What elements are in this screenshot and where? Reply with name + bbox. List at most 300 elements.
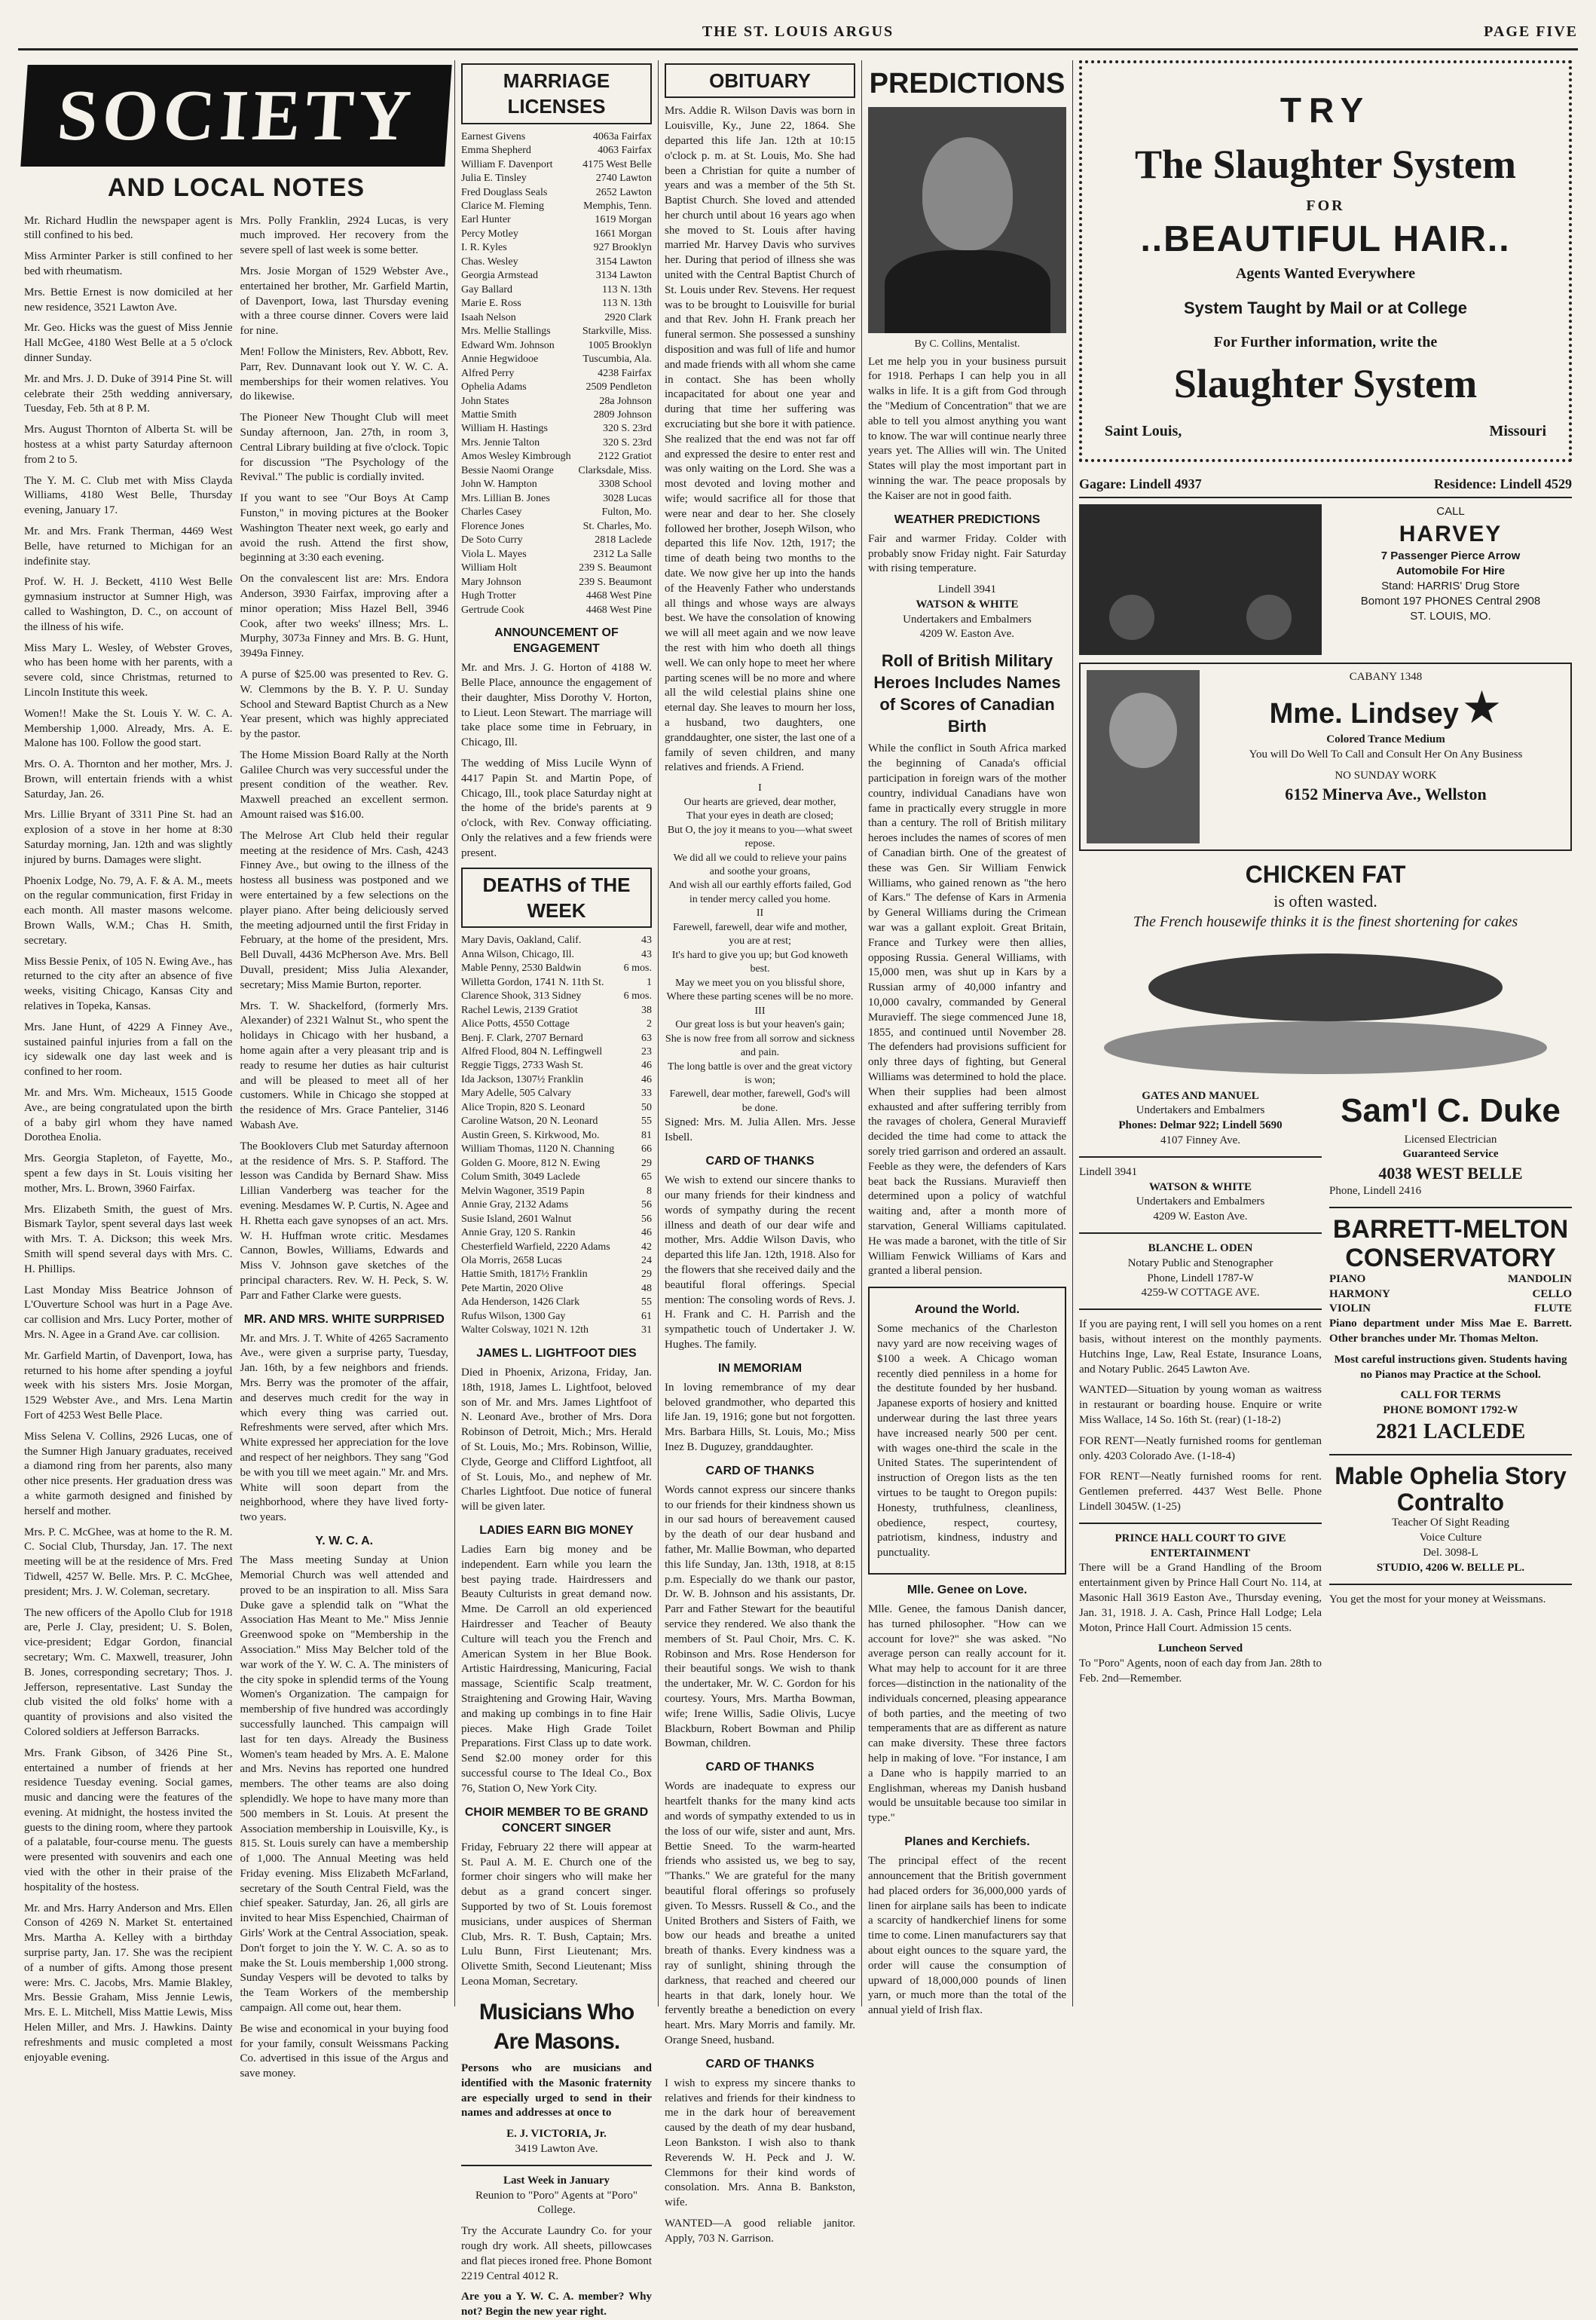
marriage-list (461, 130, 652, 617)
masons-addr: 3419 Lawton Ave. (515, 2142, 598, 2155)
gates-watson-phone: Lindell 3941 (1079, 1165, 1138, 1178)
death-row-value: 46 (641, 1073, 652, 1085)
marriage-row (461, 395, 652, 409)
society-paragraph: Mr. Geo. Hicks was the guest of Miss Jennie Hall McGee, 4180 West Belle at a 5 o'clock dinner Sunday. (24, 322, 233, 364)
death-row-value: 50 (641, 1101, 652, 1113)
society-paragraph: Last Monday Miss Beatrice Johnson of L'Ouverture School was hurt in a Page Ave. car collision and Mrs. Lucy Porter, mother of Mrs. N. Agee in a Grand Ave. car collision. (24, 1284, 233, 1341)
poem-line: II (756, 907, 764, 920)
marriage-row-name: Isaah Nelson (461, 311, 516, 323)
death-row (461, 948, 652, 962)
society-left-column (24, 214, 233, 2088)
lindsey-title: Colored Trance Medium (1326, 733, 1445, 745)
star-icon: ★ (1461, 682, 1503, 733)
society-paragraph: The Home Mission Board Rally at the North Galilee Church was very successful under the present condition of the weather. Rev. Maxwell preached an excellent sermon. Amount raised was $16.00. (240, 748, 448, 822)
death-row-value: 46 (641, 1060, 652, 1072)
death-row-value: 24 (641, 1255, 652, 1267)
barrett-instruments (1329, 1272, 1572, 1317)
barrett-name: BARRETT-MELTON (1332, 1215, 1569, 1244)
marriage-row (461, 339, 652, 353)
marriage-row-value: 2740 Lawton (595, 173, 652, 185)
classified-ad: FOR RENT—Neatly furnished rooms for gentleman only. 4203 Colorado Ave. (1-18-4) (1079, 1434, 1322, 1462)
planes-heading: Planes and Kerchiefs. (904, 1835, 1030, 1849)
society-paragraph: Mr. and Mrs. Wm. Micheaux, 1515 Goode Ave., are being congratulated upon the birth of a baby girl whom they have named Dorothea Enolia. (24, 1087, 233, 1144)
divider (461, 2165, 652, 2166)
marriage-row (461, 256, 652, 269)
marriage-row-name: Clarice M. Fleming (461, 200, 545, 212)
death-row-value: 55 (641, 1116, 652, 1128)
marriage-row-name: John States (461, 395, 509, 407)
death-row-name: Susie Island, 2601 Walnut (461, 1213, 572, 1225)
death-row-value: 1 (647, 976, 652, 988)
death-row (461, 1268, 652, 1281)
society-paragraph: Miss Arminter Parker is still confined to her bed with rheumatism. (24, 250, 233, 277)
marriage-row-value: 320 S. 23rd (603, 436, 652, 448)
death-row (461, 1045, 652, 1059)
society-paragraph: Mrs. Polly Franklin, 2924 Lucas, is very much improved. Her recovery from the severe spell of last week is some better. (240, 214, 448, 257)
masons-name: E. J. VICTORIA, Jr. (506, 2128, 607, 2141)
death-row-name: Rufus Wilson, 1300 Gay (461, 1310, 566, 1322)
gates-addr: 4107 Finney Ave. (1160, 1134, 1240, 1146)
ywca-text: The Mass meeting Sunday at Union Memorial Church was well attended and proved to be an inspiration to all. Miss Sara Duke gave a splendid talk on "What the Association Has Meant to Me." Miss Jennie Greenwood spoke on "Membership in the Association." Miss May Belcher told of the war work of the Y. W. C. A. The ministers of the city spoke in splendid terms of the Young Women's Organization. The campaign for membership of five hundred was accordingly successfully launched. This campaign will last for ten days. Already the Business Women's team headed by Mrs. A. E. Malone and Mrs. Nevins has reported one hundred members. The other teams are also doing splendidly. We hope to have many more than 500 members in St. Louis. At present the Association membership in Louisville, Ky., is 815. St. Louis surely can have a membership of 1,000. The Annual Meeting was held Friday evening. Miss Elizabeth McFarland, secretary of the South Central Field, was the chief speaker. Saturday, Jan. 26, all girls are invited to hear Miss Espenchied, Chairman of Girls' Work at the Central Association, speak. Don't forget to join the Y. W. C. A. so as to make the St. Louis membership 1,000 strong. Sunday Vespers will be devoted to talks by the Team Workers of the membership campaign. All come out, hear them. (240, 1554, 448, 2015)
society-column (18, 60, 455, 2080)
instrument-label: FLUTE (1533, 1302, 1572, 1315)
car-wheel-icon (1109, 595, 1154, 640)
marriage-row-name: Amos Wesley Kimbrough (461, 451, 571, 463)
marriage-heading: MARRIAGE LICENSES (461, 63, 652, 124)
thanks-heading-3: CARD OF THANKS (705, 1761, 815, 1774)
marriage-row (461, 520, 652, 534)
marriage-row-name: Mattie Smith (461, 409, 517, 421)
world-box (868, 1287, 1066, 1575)
slaughter-info: For Further information, write the (1213, 334, 1438, 351)
lindsey-desc: You will Do Well To Call and Consult Her On Any Business (1249, 748, 1523, 761)
economical-note: Be wise and economical in your buying food for your family, consult Weissmans Packing Co. advertised in this issue of the Argus and save money. (240, 2022, 448, 2080)
slaughter-try: TRY (1280, 90, 1371, 130)
society-paragraph: Mr. Garfield Martin, of Davenport, Iowa, has returned to his home after spending a joyful week with his sisters Mrs. Josie Morgan, 1529 Webster Ave., and Mrs. Lena Martin Fort of 4253 West Belle Place. (24, 1349, 233, 1422)
death-row-value: 56 (641, 1213, 652, 1225)
death-row (461, 1157, 652, 1171)
predictions-byline: By C. Collins, Mentalist. (914, 338, 1020, 350)
death-row (461, 1018, 652, 1031)
death-row-name: Golden G. Moore, 812 N. Ewing (461, 1157, 601, 1169)
marriage-row-value: 2652 Lawton (595, 186, 652, 198)
deaths-heading: DEATHS of THE WEEK (461, 868, 652, 929)
marriage-row-name: Fred Douglass Seals (461, 186, 548, 198)
barrett-phone: PHONE BOMONT 1792-W (1383, 1404, 1518, 1417)
death-row-name: Alice Tropin, 820 S. Leonard (461, 1101, 586, 1113)
bottom-left-ads (1079, 1089, 1322, 1693)
marriage-row (461, 604, 652, 617)
marriage-row-name: William F. Davenport (461, 158, 553, 170)
death-row-name: Ola Morris, 2658 Lucas (461, 1255, 562, 1267)
death-row-name: Pete Martin, 2020 Olive (461, 1282, 564, 1294)
harvey-row (1079, 504, 1572, 655)
car-photo (1079, 504, 1322, 655)
lightfoot-heading: JAMES L. LIGHTFOOT DIES (476, 1346, 637, 1360)
ladies-heading: LADIES EARN BIG MONEY (479, 1523, 634, 1537)
society-paragraph: Mrs. Georgia Stapleton, of Fayette, Mo., spent a few days in St. Louis visiting her mother, Mrs. L. Brown, 3960 Fairfax. (24, 1152, 233, 1195)
death-row-value: 29 (641, 1269, 652, 1281)
death-row (461, 1241, 652, 1254)
marriage-row (461, 283, 652, 297)
janitor-wanted: WANTED—A good reliable janitor. Apply, 703 N. Garrison. (665, 2217, 855, 2245)
marriage-row-name: Charles Casey (461, 507, 522, 519)
death-row (461, 962, 652, 975)
slaughter-agents: Agents Wanted Everywhere (1235, 265, 1416, 282)
oden-name: BLANCHE L. ODEN (1148, 1241, 1253, 1254)
poem-line: It's hard to give you up; but God knoweth best. (671, 949, 848, 975)
slaughter-name-2: Slaughter System (1173, 360, 1478, 406)
masthead-title: THE ST. LOUIS ARGUS (702, 23, 894, 40)
marriage-row-value: 3154 Lawton (595, 256, 652, 268)
instrument-label: PIANO (1329, 1272, 1366, 1285)
slaughter-location (1105, 421, 1546, 441)
poem-line: The long battle is over and the great victory is won; (668, 1061, 852, 1087)
mable-ad (1329, 1463, 1572, 1576)
marriage-row-value: 2122 Gratiot (598, 451, 652, 463)
marriage-row-name: Hugh Trotter (461, 590, 516, 602)
weather-heading: WEATHER PREDICTIONS (894, 513, 1041, 526)
instrument-label: HARMONY (1329, 1287, 1390, 1300)
poem-line: She is now free from all sorrow and sickness and pain. (665, 1033, 855, 1059)
death-row-name: Alice Potts, 4550 Cottage (461, 1018, 570, 1030)
memoriam-text: In loving remembrance of my dear beloved grandmother, who departed this life Jan. 19, 1916; gone but not forgotten. Mrs. Barbara Hills, St. Louis, Mo.; Miss Inez B. Duguzey, granddaughter. (665, 1381, 855, 1453)
duke-service: Guaranteed Service (1402, 1148, 1499, 1161)
instrument-label: MANDOLIN (1508, 1272, 1572, 1285)
marriage-row (461, 172, 652, 185)
lindsey-name-row (1207, 682, 1564, 733)
society-paragraph: The Y. M. C. Club met with Miss Clayda Williams, 4180 West Belle, Thursday evening, January 17. (24, 474, 233, 517)
death-row-name: Mary Davis, Oakland, Calif. (461, 935, 582, 947)
mable-studio: STUDIO, 4206 W. BELLE PL. (1376, 1561, 1525, 1574)
barrett-dept: Piano department under Miss Mae E. Barrett. Other branches under Mr. Thomas Melton. (1329, 1318, 1572, 1345)
marriage-row (461, 436, 652, 450)
barrett-ad (1329, 1216, 1572, 1446)
society-paragraph: The Booklovers Club met Saturday afternoon at the residence of Mrs. S. P. Stafford. The lesson was Candida by Bernard Shaw. Miss Lillian Vanderberg was teacher for the evening. Mesdames W. P. Curtis, N. Agee and H. Rhetta each gave synopses of an act. Mrs. W. H. Huffman wrote critic. Mesdames Cannon, Bowles, Williams, Edwards and Miss V. Johnson gave sketches of the principal characters. Rev. W. H. Peck, S. W. Parr and Father Clarke were guests. (240, 1140, 448, 1302)
harvey-phone-line: Bomont 197 PHONES Central 2908 (1360, 594, 1541, 608)
thanks-heading-4: CARD OF THANKS (705, 2057, 815, 2071)
marriage-row-value: Fulton, Mo. (601, 507, 652, 519)
barrett-call: CALL FOR TERMS (1400, 1389, 1501, 1402)
mable-title: Contralto (1396, 1489, 1505, 1517)
white-surprised-heading: MR. AND MRS. WHITE SURPRISED (243, 1312, 445, 1326)
roll-heading: Roll of British Military Heroes Includes Names of Scores of Canadian Birth (873, 651, 1061, 736)
society-paragraph: Mr. and Mrs. J. D. Duke of 3914 Pine St. will celebrate their 25th wedding anniversary, Tuesday, Feb. 5th at 8 P. M. (24, 372, 233, 415)
obituary-text: Mrs. Addie R. Wilson Davis was born in Louisville, Ky., June 22, 1864. She departed this life Jan. 12th at 10:15 o'clock p. m. at St. Louis, Mo. She had been a Christian for quite a number of years and was a member of the 5th St. Baptist Church. She loved and attended her church until about 16 years ago when she moved to St. Louis after having married Mr. Harvey Davis who survives her. During that period of illness she was united with the Central Baptist Church of St. Louis under Rev. Stevens. Her request was to be brought to Louisville for burial and that Rev. John H. Frank preach her funeral sermon. She possessed a sunshiny disposition and was full of life and humor and made friends with all whom she came in contact. She has been wholly incapacitated for about one year and during that time her suffering was excruciating but she bore it with patience. She realized that the end was not far off and expressed the desire to enter rest and was only waiting on the Lord. She was a most devoted and loving mother and wife; would sacrifice all for those that were near and dear to her. She closely followed her brother, Joseph Wilson, who departed this life Nov. 12th, 1917; the time of death being two months to the date. We now give her up into the hands of the Heavenly Father who understands all things and whose ways are always best. We have the consolation of knowing we will all meet again and we now leave the rest with him who doeth all things well. We can only hope to meet her where parting scenes will be no more and where all the wild celestial plains shine one eternal day. She leaves to mourn her loss, a husband, two daughters, one granddaughter, one sister, the last one of a family of seven children, and many relatives and friends. A Friend. (665, 105, 855, 774)
society-paragraph: On the convalescent list are: Mrs. Endora Anderson, 3930 Fairfax, improving after a minor operation; Miss Hazel Bell, 3946 Cook, after two weeks' illness; Mrs. L. Murphy, 3073a Finney and Mrs. B. G. Hunt, 3949a Finney. (240, 573, 448, 660)
death-row (461, 1324, 652, 1337)
poro-text: Reunion to "Poro" Agents at "Poro" College. (475, 2189, 637, 2217)
death-row (461, 1185, 652, 1198)
obituary-poem (665, 782, 855, 1116)
marriage-row-value: St. Charles, Mo. (582, 520, 652, 532)
world-text: Some mechanics of the Charleston navy yard are now receiving wages of $100 a week. A Chicago woman recently died penniless in a home for the destitute founded by her husband. Japanese exports of hosiery and knitted underwear during the last three years have increased nearly 500 per cent. with wages one-third the scale in the United States. The superintendent of instruction of Oregon lists as the ten virtues to be taught to Oregon pupils: Honesty, truthfulness, cleanliness, obedience, respect, courtesy, patriotism, kindness, industry and punctuality. (877, 1323, 1057, 1559)
marriage-row-name: Julia E. Tinsley (461, 173, 527, 185)
marriage-row-value: 113 N. 13th (602, 298, 652, 310)
death-row-name: Melvin Wagoner, 3519 Papin (461, 1185, 585, 1197)
slaughter-for: FOR (1306, 197, 1345, 214)
society-paragraph: If you want to see "Our Boys At Camp Funston," in moving pictures at the Booker Washington Theater next week, go early and avoid the rush. Attend the first show, beginning at 3:30 each evening. (240, 492, 448, 565)
society-right-column (240, 214, 449, 2088)
society-banner: SOCIETY (20, 65, 451, 167)
marriage-row-name: William H. Hastings (461, 423, 548, 435)
death-row (461, 1310, 652, 1324)
death-row-value: 31 (641, 1324, 652, 1336)
marriage-row-value: 4063 Fairfax (598, 145, 652, 157)
society-paragraph: Mrs. Elizabeth Smith, the guest of Mrs. Bismark Taylor, spent several days last week with Mrs. T. A. Dickson; this week Mrs. Smith will spend several days with Mrs. C. H. Phillips. (24, 1203, 233, 1275)
mable-teacher: Teacher Of Sight Reading (1392, 1517, 1509, 1529)
wedding-text: The wedding of Miss Lucile Wynn of 4417 Papin St. and Martin Pope, of Chicago, Ill., took place Saturday night at the home of the bride's parents at 9 o'clock, with Rev. Conway officiating. Only the relatives and a few friends were present. (461, 758, 652, 859)
society-paragraph: Mrs. T. W. Shackelford, (formerly Mrs. Alexander) of 2321 Walnut St., who spent the holidays in Chicago with her husband, a home again after a very pleasant trip and is ready to resume her duties as hair culturist and will be pleased to meet all of her customers. While in Chicago she stopped at the residence of Mrs. Grace Pantelier, 3146 Wabash Ave. (240, 999, 448, 1132)
society-paragraph: Miss Bessie Penix, of 105 N. Ewing Ave., has returned to the city after an absence of five weeks, visiting Chicago, Kansas City and relatives in Topeka, Kansas. (24, 955, 233, 1013)
ladies-text: Ladies Earn big money and be independent. Earn while you learn the best paying trade. Hairdressers and Beauty Culturists in great demand now. Mme. De Carroll an old experienced Hairdresser and Teacher of Beauty Culture will teach you the French and American System in her Blue Book. Artistic Hairdressing, Manicuring, Facial massage, Scientific Scalp treatment, Straightening and Growing Hair, Waving and making up combings in to fine Hair pieces. Make High Grade Toilet Preparations. First Class up to date work. Send $2.00 money order for this successful course to The Ideal Co., Box 76, Station O, New York City. (461, 1544, 652, 1795)
gates-heading: GATES AND MANUEL (1142, 1089, 1259, 1102)
poem-line: III (754, 1005, 766, 1017)
society-paragraph: Mrs. Frank Gibson, of 3426 Pine St., entertained a number of friends at her residence Tuesday evening. Social games, music and dancing were the features of the evening. At midnight, the hostess invited the guests to the dining room, where they partook of a palatable, four-course menu. The guests were presented with souvenirs and each one vied with the other in their praise of the hospitality of the hostess. (24, 1746, 233, 1893)
death-row (461, 1032, 652, 1045)
death-row (461, 1198, 652, 1212)
poem-line: We did all we could to relieve your pains and soothe your groans, (673, 852, 847, 877)
death-row-name: Walter Colsway, 1021 N. 12th (461, 1324, 589, 1336)
marriage-row-name: Gay Ballard (461, 283, 513, 295)
weather-text: Fair and warmer Friday. Colder with probably snow Friday night. Fair Saturday with rising temperature. (868, 532, 1066, 575)
divider (1079, 1308, 1322, 1310)
genee-heading: Mlle. Genee on Love. (907, 1583, 1028, 1596)
society-paragraph: Mrs. Bettie Ernest is now domiciled at her new residence, 3521 Lawton Ave. (24, 286, 233, 314)
oden-sub: Notary Public and Stenographer (1127, 1256, 1273, 1269)
marriage-row-value: 1619 Morgan (595, 214, 652, 226)
death-row-name: Annie Gray, 120 S. Rankin (461, 1227, 576, 1239)
white-surprised-text: Mr. and Mrs. J. T. White of 4265 Sacramento Ave., were given a surprise party, Tuesday, Jan. 16th, by a few neighbors and friends. Mrs. Berry was the promoter of the affair, and deserves much credit for the way in which every thing was carried out. Refreshments were served, after which Mrs. White expressed her appreciation for the love and respect of her neighbors. They sang "God be with you till we meet again." Mr. and Mrs. White will soon depart from the neighborhood, where they have lived forty-two years. (240, 1332, 448, 1524)
genee-text: Mlle. Genee, the famous Danish dancer, has turned philosopher. "How can we account for love?" she was asked. "No average person can really account for it. What may help to account for it are three forces—distinction in the nationality of the individuals concerned, pleasing appearance of both parties, and the meeting of two temperaments that are as different as nature can make diversity. These three factors help in making of love. "For instance, I am a Dane who is happily married to an Englishman, whereas my Danish husband would be unsuitable because too similar in type." (868, 1603, 1066, 1825)
ywca-heading: Y. W. C. A. (315, 1535, 374, 1548)
marriage-row-name: Earl Hunter (461, 214, 511, 226)
duke-phone: Phone, Lindell 2416 (1329, 1185, 1422, 1198)
marriage-row (461, 422, 652, 436)
marriage-row-name: Florence Jones (461, 520, 524, 532)
poem-line: Our great loss is but your heaven's gain; (675, 1019, 845, 1031)
death-row-name: Chesterfield Warfield, 2220 Adams (461, 1241, 610, 1253)
classified-ad: FOR RENT—Neatly furnished rooms for rent. Gentlemen preferred. 4437 West Belle. Phone Lindell 3045W. (1-25) (1079, 1471, 1322, 1513)
death-row-value: 55 (641, 1296, 652, 1308)
mable-voice: Voice Culture (1419, 1532, 1482, 1544)
death-row (461, 1059, 652, 1073)
oden-addr: 4259-W COTTAGE AVE. (1141, 1287, 1260, 1299)
divider (1329, 1207, 1572, 1208)
death-row-value: 8 (647, 1185, 652, 1197)
death-row (461, 1282, 652, 1296)
society-paragraph: Men! Follow the Ministers, Rev. Abbott, Rev. Parr, Rev. Dunnavant look out Y. W. C. A. memberships for their women relatives. You do likewise. (240, 345, 448, 403)
death-row (461, 1213, 652, 1226)
society-paragraph: Mr. and Mrs. Harry Anderson and Mrs. Ellen Conson of 4269 N. Market St. entertained Mrs. Martha A. Kelley with a birthday surprise party, Jan. 17. She was the recipient of a number of gifts. Among those present were: Mrs. C. Jacobs, Mrs. Mamie Blakley, Mrs. Bessie Graham, Miss Jennie Lewis, Mrs. E. L. Mitchell, Miss Mattie Lewis, Miss Helen Miller, and Mrs. J. Hawkins. Dainty refreshments and music completed a most enjoyable evening. (24, 1902, 233, 2064)
society-paragraph: The new officers of the Apollo Club for 1918 are, Perle J. Clay, president; U. S. Bolen, vice-president; Edgar Gordon, financial secretary; Wm. C. Maxwell, treasurer, John B. Jones, corresponding secretary; Thos. J. Jefferson, representative. Last Sunday the club visited the old folks' home with a quantity of provisions and also visited the Colored soldiers at Jefferson Barracks. (24, 1606, 233, 1738)
death-row (461, 934, 652, 947)
marriage-row (461, 200, 652, 213)
death-row-value: 23 (641, 1045, 652, 1057)
society-paragraph: The Pioneer New Thought Club will meet Sunday afternoon, Jan. 27th, in room 3, Central Library building at five o'clock. Topic for discussion "The Psychology of the Revival." The public is cordially invited. (240, 412, 448, 484)
marriage-row-value: 3028 Lucas (603, 492, 652, 504)
marriage-row-value: 239 S. Beaumont (579, 562, 652, 574)
marriage-row-value: 4468 West Pine (586, 604, 652, 616)
watson-sub: Undertakers and Embalmers (903, 613, 1032, 626)
death-row (461, 1254, 652, 1268)
marriage-row-name: Annie Hegwidooe (461, 354, 539, 366)
thanks-text-2: Words cannot express our sincere thanks to our friends for their kindness shown us in our sad hours of bereavement caused by the death of our dear husband and father, Mr. Mallie Bowman, who departed this life Sunday, Jan. 13th, 1918, at 8:15 p.m. Especially do we thank our pastor, Dr. W. B. Johnson and his assistants, Dr. Parr and Father Stewart for the beautiful service they rendered. We also thank the members of St. Paul Choir, Mrs. C. K. Robinson and Mrs. Rose Henderson for their beautiful songs. We wish to thank the undertaker, Mr. W. C. Gordon for his courtesy. Yours, Mrs. Martha Bowman, wife; Irene Willis, Sadie Olivis, Lucye Blackburn, Robert Bowman and Philip Bowman, children. (665, 1483, 855, 1750)
thanks-text-4: I wish to express my sincere thanks to relatives and friends for their kindness to me in the dark hour of bereavement caused by the death of my dear husband, Leon Bankston. I wish also to thank Reverends W. H. Peck and J. W. Clemmons for their kind words of consolation. Mrs. Anna B. Bankston, wife. (665, 2077, 855, 2209)
marriage-row-name: Emma Shepherd (461, 145, 531, 157)
duke-addr: 4038 WEST BELLE (1378, 1164, 1523, 1183)
marriage-row-name: Ophelia Adams (461, 381, 527, 393)
death-row-name: Clarence Shook, 313 Sidney (461, 990, 582, 1002)
deaths-list (461, 934, 652, 1338)
marriage-row (461, 241, 652, 255)
marriage-row (461, 186, 652, 200)
gates-phones: Phones: Delmar 922; Lindell 5690 (1118, 1119, 1283, 1132)
marriage-row (461, 576, 652, 589)
marriage-row-name: Percy Motley (461, 228, 518, 240)
death-row (461, 1073, 652, 1087)
obituary-column (659, 60, 862, 2245)
duke-ad (1329, 1089, 1572, 1200)
thanks-heading-2: CARD OF THANKS (705, 1464, 815, 1477)
obituary-signed: Signed: Mrs. M. Julia Allen. Mrs. Jesse Isbell. (665, 1116, 855, 1144)
death-row-name: Hattie Smith, 1817½ Franklin (461, 1269, 588, 1281)
harvey-city: ST. LOUIS, MO. (1410, 609, 1491, 623)
lindsey-sunday: NO SUNDAY WORK (1335, 769, 1437, 782)
watson-phone: Lindell 3941 (937, 583, 997, 596)
marriage-row (461, 478, 652, 491)
choir-heading: CHOIR MEMBER TO BE GRAND CONCERT SINGER (464, 1805, 649, 1835)
marriage-row (461, 548, 652, 562)
choir-text: Friday, February 22 there will appear at St. Paul A. M. E. Church one of the former choir singers who will make her debut as a grand concert singer. Supported by two of St. Louis foremost musicians, under auspices of Sherman Club, Mrs. R. T. Bush, Captain; Mrs. Lulu Bunn, First Lieutenant; Mrs. Olivette Smith, Second Lieutenant; Miss Leona Moman, Secretary. (461, 1841, 652, 1988)
page-number: PAGE FIVE (1484, 23, 1578, 40)
marriage-row-value: 3308 School (598, 479, 652, 491)
society-paragraph: The Melrose Art Club held their regular meeting at the residence of Mrs. Cash, 4243 Finney Ave., but owing to the illness of the hostess all business was postponed and we were entertained by a few selections on the player piano. After being deliciously served the meeting adjourned until the first Friday in February, at the home of the president, Mrs. Bell Duvall, 4436 McPherson Ave. Mrs. Bell Duvall, president; Miss Julia Alexander, secretary; Miss Mamie Burton, reporter. (240, 829, 448, 991)
divider (1329, 1454, 1572, 1455)
society-paragraph: Mrs. Lillie Bryant of 3311 Pine St. had an explosion of a stove in her home at 8:30 Saturday morning, Jan. 12th and was slightly injured by burns. Damages were slight. (24, 809, 233, 866)
predictions-column (862, 60, 1073, 2017)
death-row-name: Mable Penny, 2530 Baldwin (461, 963, 582, 975)
death-row-name: Caroline Watson, 20 N. Leonard (461, 1116, 598, 1128)
death-row-value: 43 (641, 935, 652, 947)
chicken-line: The French housewife thinks it is the finest shortening for cakes (1133, 914, 1518, 931)
death-row-name: Anna Wilson, Chicago, Ill. (461, 948, 575, 960)
thanks-text-3: Words are inadequate to express our heartfelt thanks for the many kind acts and words of sympathy extended to us in the loss of our wife, sister and aunt, Mrs. Bettie Sneed. To the warm-hearted friends who assisted us, we beg to say, "Thanks." We are grateful for the many beautiful floral offerings so profusely given. To Messrs. Russell & Co., and the United Brothers and Sisters of Faith, we bow our heads and breathe a united breath of thanks. Every kindness was a ray of sunlight, shining through the darkness, that reached and cheered our hearts in that dark, lonely hour. We fervently breathe a benediction on every heart. Mrs. Mary Morris and family. Mr. Orange Sneed, husband. (665, 1780, 855, 2046)
gates-watson-addr: 4209 W. Easton Ave. (1153, 1211, 1248, 1223)
world-heading: Around the World. (914, 1303, 1020, 1317)
society-right-paras (240, 214, 449, 1304)
mable-name: Mable Ophelia Story (1335, 1462, 1567, 1490)
marriage-row-value: 4175 West Belle (582, 158, 652, 170)
death-row-value: 48 (641, 1282, 652, 1294)
lindsey-text (1207, 670, 1564, 843)
death-row-value: 63 (641, 1032, 652, 1044)
harvey-call: CALL (1436, 504, 1465, 518)
death-row-name: Ada Henderson, 1426 Clark (461, 1296, 580, 1308)
gates-watson-name: WATSON & WHITE (1148, 1180, 1252, 1193)
marriage-row (461, 506, 652, 519)
death-row-name: Annie Gray, 2132 Adams (461, 1199, 569, 1211)
poem-line: That your eyes in death are closed; (686, 810, 834, 822)
divider (1079, 1232, 1322, 1234)
harvey-garage: Gagare: Lindell 4937 (1079, 476, 1202, 492)
marriage-row-value: 2920 Clark (604, 311, 652, 323)
poem-line: Farewell, farewell, dear wife and mother, you are at rest; (672, 921, 848, 947)
marriage-row-name: Earnest Givens (461, 130, 526, 142)
masons-heading: Musicians Who Are Masons. (478, 1999, 634, 2055)
planes-text: The principal effect of the recent announcement that the British government had placed orders for 36,000,000 yards of linen for airplane sails has been to indicate a scarcity of handkerchief linens for some time to come. Linen manufacturers say that about eight ounces to the square yard, the order will cause the consumption of upward of 18,000,000 pounds of linen yarn, or much more than the total of the annual yield of Irish flax. (868, 1855, 1066, 2017)
classifieds (1079, 1318, 1322, 1515)
ads-column (1073, 60, 1578, 2006)
death-row-value: 56 (641, 1199, 652, 1211)
barrett-addr: 2821 LACLEDE (1375, 1420, 1526, 1444)
death-row (461, 1101, 652, 1115)
poro-heading: Last Week in January (503, 2174, 610, 2187)
lindsey-ad (1079, 663, 1572, 851)
society-paragraph: Mrs. O. A. Thornton and her mother, Mrs. J. Brown, will entertain friends with a whist Saturday, Jan. 26. (24, 758, 233, 800)
marriage-row-value: Starkville, Miss. (582, 326, 652, 338)
marriage-row-name: Alfred Perry (461, 367, 515, 379)
marriage-row-name: Mary Johnson (461, 576, 521, 588)
marriage-row-name: I. R. Kyles (461, 242, 507, 254)
marriage-row (461, 464, 652, 478)
marriage-row-name: Bessie Naomi Orange (461, 464, 554, 476)
death-row-name: Colum Smith, 3049 Laclede (461, 1171, 580, 1183)
society-paragraph: Phoenix Lodge, No. 79, A. F. & A. M., meets on the regular communication, first Friday in each month. All master masons welcome. Brown Walls, W.M.; Chas H. Smith, secretary. (24, 874, 233, 947)
death-row-value: 42 (641, 1241, 652, 1253)
marriage-row-value: 2312 La Salle (593, 548, 652, 560)
death-row-name: Benj. F. Clark, 2707 Bernard (461, 1032, 583, 1044)
marriage-row-name: Georgia Armstead (461, 270, 538, 282)
luncheon-text: To "Poro" Agents, noon of each day from Jan. 28th to Feb. 2nd—Remember. (1079, 1657, 1322, 1685)
bottom-right-ads (1329, 1089, 1572, 1693)
lightfoot-text: Died in Phoenix, Arizona, Friday, Jan. 18th, 1918, James L. Lightfoot, beloved son of Mr. and Mrs. James Lightfoot of N. Leonard Ave., brother of Mrs. Dora Robinson of Detroit, Mich.; Mrs. Herald of St. Louis, Mo.; Mrs. Robinson, Willie, Clyde, George and Clifford Lightfoot, all of St. Louis, Mo., and nephew of Mr. Charles Lightfoot. Due notice of funeral will be given later. (461, 1366, 652, 1514)
gates-watson-sub: Undertakers and Embalmers (1136, 1195, 1265, 1208)
marriage-row-name: John W. Hampton (461, 479, 537, 491)
marriage-row (461, 297, 652, 311)
marriage-row (461, 562, 652, 575)
death-row-value: 46 (641, 1227, 652, 1239)
death-row-value: 6 mos. (623, 963, 652, 975)
barrett-left-list (1329, 1272, 1447, 1317)
death-row-value: 43 (641, 948, 652, 960)
memoriam-heading: IN MEMORIAM (717, 1361, 803, 1375)
luncheon-heading: Luncheon Served (1157, 1642, 1243, 1655)
lindsey-name: Mme. Lindsey (1269, 697, 1459, 730)
portrait-body (885, 250, 1050, 333)
death-row-name: Willetta Gordon, 1741 N. 11th St. (461, 976, 604, 988)
bottom-ads (1079, 1089, 1572, 1693)
mable-del: Del. 3098-L (1423, 1546, 1478, 1559)
thanks-heading-1: CARD OF THANKS (705, 1155, 815, 1168)
poem-line: Farewell, dear mother, farewell, God's will be done. (669, 1088, 851, 1114)
death-row-name: Rachel Lewis, 2139 Gratiot (461, 1004, 578, 1016)
society-paragraph: Mr. and Mrs. Frank Therman, 4469 West Belle, have returned to Michigan for an indefinite stay. (24, 525, 233, 568)
death-row (461, 1004, 652, 1018)
marriage-row-name: Edward Wm. Johnson (461, 339, 555, 351)
marriage-row-name: Mrs. Mellie Stallings (461, 326, 551, 338)
death-row-value: 2 (647, 1018, 652, 1030)
laundry-text: Try the Accurate Laundry Co. for your rough dry work. All sheets, pillowcases and flat pieces ironed free. Phone Bomont 2219 Central 4012 R. (461, 2225, 652, 2282)
poem-line: Where these parting scenes will be no more. (666, 991, 854, 1003)
marriage-row-value: 1005 Brooklyn (588, 339, 652, 351)
slaughter-ad (1079, 60, 1572, 462)
divider (1079, 1156, 1322, 1158)
duke-name: Sam'l C. Duke (1341, 1091, 1561, 1129)
poem-line: And wish all our earthly efforts failed, God in tender mercy called you home. (668, 880, 852, 905)
gates-sub: Undertakers and Embalmers (1136, 1104, 1265, 1117)
death-row (461, 1226, 652, 1240)
